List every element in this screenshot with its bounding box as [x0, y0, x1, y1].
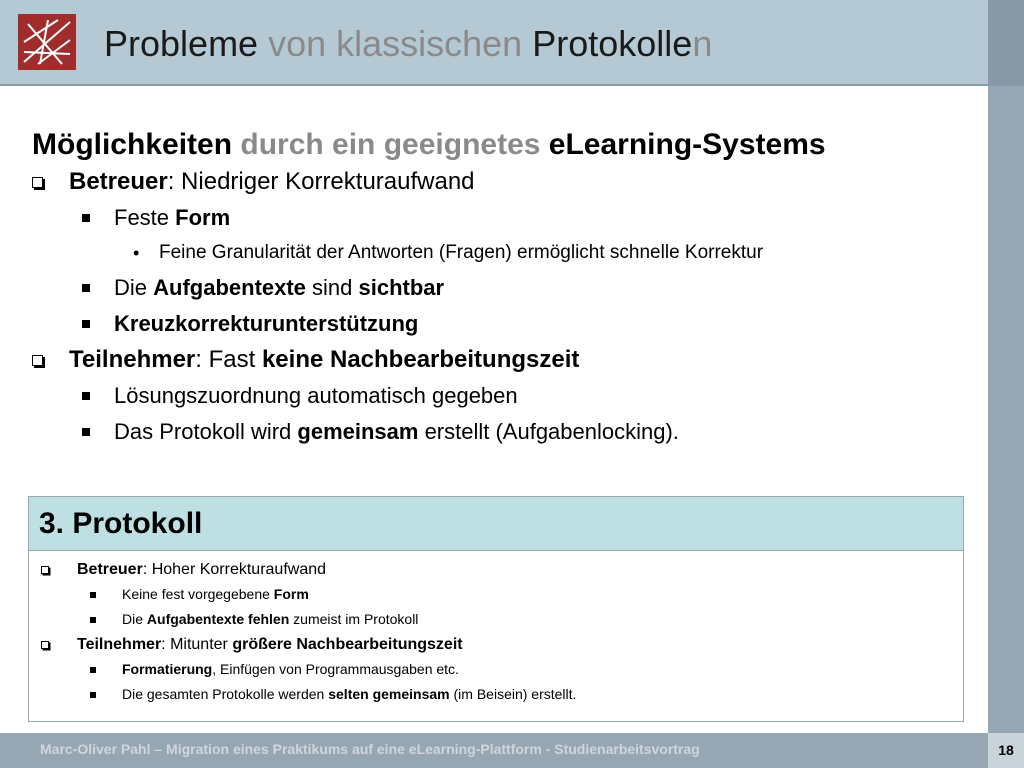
hollow-square-bullet — [32, 177, 43, 188]
item-bold: sichtbar — [358, 275, 445, 300]
item-text: (im Beisein) erstellt. — [449, 686, 577, 702]
item-bold: selten gemeinsam — [328, 686, 450, 702]
list-item-loesungszuordnung — [32, 378, 972, 414]
filled-square-bullet — [82, 320, 90, 328]
item-text: Keine fest vorgegebene — [122, 586, 274, 602]
heading-part-2: durch ein geeignetes — [232, 128, 549, 161]
list-item-aufgabentexte — [32, 270, 972, 306]
item-text: Die — [114, 275, 154, 300]
filled-square-bullet — [90, 667, 96, 673]
box-item-betreuer — [29, 557, 963, 582]
item-bold: Kreuzkorrekturunterstützung — [114, 311, 419, 336]
filled-square-bullet — [90, 617, 96, 623]
box-teilnehmer-label: Teilnehmer — [77, 636, 162, 653]
box-item-formatierung — [29, 657, 963, 682]
filled-square-bullet — [90, 692, 96, 698]
list-item-protokoll-gemeinsam — [32, 414, 972, 450]
filled-square-bullet — [82, 214, 90, 222]
logo-icon — [18, 14, 76, 70]
list-item-betreuer — [32, 164, 972, 200]
filled-square-bullet — [90, 592, 96, 598]
heading-part-3: eLearning-Systems — [548, 128, 826, 161]
teilnehmer-rest: : Fast — [195, 346, 262, 373]
right-side-bar-top — [988, 0, 1024, 86]
filled-square-bullet — [82, 392, 90, 400]
title-part-1: Probleme — [104, 23, 259, 64]
item-bold: Form — [175, 205, 231, 230]
box-betreuer-label: Betreuer — [77, 561, 143, 578]
item-text: Das Protokoll wird — [114, 419, 298, 444]
filled-square-bullet — [82, 428, 90, 436]
dot-bullet: • — [133, 243, 140, 263]
item-text: Feine Granularität der Antworten (Fragen) ermöglicht schnelle Korrektur — [159, 242, 764, 263]
box-body — [29, 551, 963, 707]
box-title: 3. Protokoll — [29, 497, 963, 551]
box-item-aufgabentexte — [29, 607, 963, 632]
item-text: sind — [305, 275, 359, 300]
box-item-teilnehmer — [29, 632, 963, 657]
teilnehmer-label: Teilnehmer — [69, 346, 196, 373]
item-bold: Aufgabentexte — [153, 275, 306, 300]
item-text: erstellt (Aufgabenlocking). — [418, 419, 679, 444]
right-side-bar — [988, 0, 1024, 733]
item-text: Die gesamten Protokolle werden — [122, 686, 329, 702]
box-item-form — [29, 582, 963, 607]
protokoll-box — [28, 496, 964, 722]
box-teilnehmer-rest-bold: größere Nachbearbeitungszeit — [232, 636, 463, 653]
slide-title — [104, 22, 712, 66]
betreuer-label: Betreuer — [69, 168, 168, 195]
list-item-teilnehmer — [32, 342, 972, 378]
main-content — [32, 126, 972, 450]
page-number: 18 — [988, 733, 1024, 768]
box-teilnehmer-rest: : Mitunter — [161, 636, 233, 653]
list-item-granularitaet — [32, 236, 972, 270]
item-bold: Formatierung — [122, 661, 213, 677]
header-divider — [0, 84, 988, 86]
content-heading — [32, 126, 972, 164]
heading-part-1: Möglichkeiten — [32, 128, 233, 161]
title-part-3: Protokolle — [532, 23, 693, 64]
item-text: Feste — [114, 205, 176, 230]
item-text: Die — [122, 611, 147, 627]
hollow-square-bullet — [32, 355, 43, 366]
title-part-2: von klassischen — [258, 23, 533, 64]
item-bold: Aufgabentexte fehlen — [146, 611, 290, 627]
box-betreuer-rest: : Hoher Korrekturaufwand — [142, 561, 327, 578]
footer-text: Marc-Oliver Pahl – Migration eines Praktikums auf eine eLearning-Plattform - Studienarbeitsvortrag — [40, 741, 700, 757]
item-text: , Einfügen von Programmausgaben etc. — [212, 661, 459, 677]
item-bold: gemeinsam — [297, 419, 419, 444]
list-item-feste-form — [32, 200, 972, 236]
item-bold: Form — [273, 586, 309, 602]
hollow-square-bullet — [41, 566, 49, 574]
list-item-kreuzkorrektur — [32, 306, 972, 342]
item-text: Lösungszuordnung automatisch gegeben — [114, 383, 518, 408]
filled-square-bullet — [82, 284, 90, 292]
item-text: zumeist im Protokoll — [289, 611, 419, 627]
slide-footer — [0, 733, 1024, 768]
title-part-4: n — [692, 23, 713, 64]
teilnehmer-rest-bold: keine Nachbearbeitungszeit — [261, 346, 580, 373]
betreuer-rest: : Niedriger Korrekturaufwand — [167, 168, 475, 195]
box-item-selten-gemeinsam — [29, 682, 963, 707]
hollow-square-bullet — [41, 641, 49, 649]
